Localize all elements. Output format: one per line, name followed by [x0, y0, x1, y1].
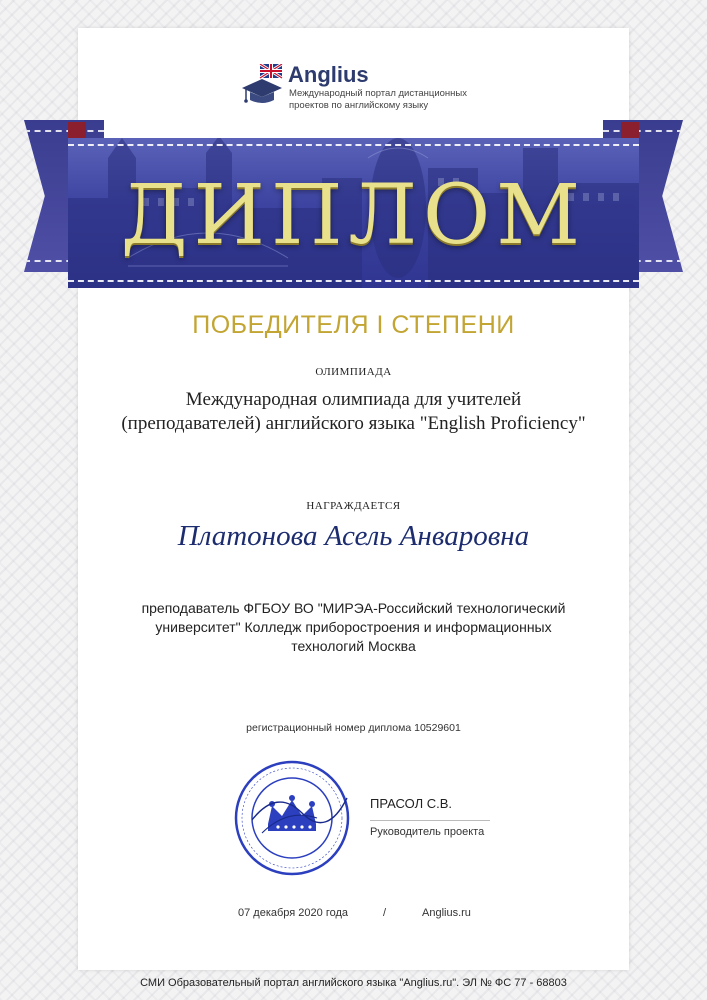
- signatory-name: ПРАСОЛ С.В.: [370, 796, 453, 811]
- legal-footer: СМИ Образовательный портал английского языка "Anglius.ru". ЭЛ № ФС 77 - 68803: [140, 977, 567, 989]
- crown-seal-icon: [232, 758, 352, 878]
- recipient-position: [0, 599, 707, 656]
- registration-number: регистрационный номер диплома 10529601: [246, 722, 461, 734]
- olympiad-name-line2: (преподавателей) английского языка "English Proficiency": [121, 413, 586, 434]
- awarded-label: НАГРАЖДАЕТСЯ: [306, 500, 401, 512]
- footer-site: Anglius.ru: [422, 907, 471, 919]
- logo-name: Anglius: [288, 62, 369, 87]
- olympiad-name: [0, 388, 707, 436]
- diploma-banner: [68, 138, 639, 288]
- signature-line: [370, 820, 490, 821]
- graduation-cap-uk-flag-icon: [240, 64, 286, 108]
- signatory-role: Руководитель проекта: [370, 826, 485, 838]
- award-degree: ПОБЕДИТЕЛЯ I СТЕПЕНИ: [192, 311, 515, 339]
- anglius-logo: [240, 62, 480, 114]
- olympiad-name-line1: Международная олимпиада для учителей: [185, 389, 522, 410]
- footer-separator: /: [383, 907, 387, 919]
- issue-date: 07 декабря 2020 года: [238, 907, 349, 919]
- recipient-name: Платонова Асель Анваровна: [177, 520, 530, 552]
- logo-tagline: Международный портал дистанционных проектов по английскому языку: [289, 88, 467, 111]
- diploma-title: ДИПЛОМ: [120, 168, 587, 263]
- position-line1: преподаватель ФГБОУ ВО "МИРЭА-Российский технологический: [141, 600, 566, 616]
- position-line2: университет" Колледж приборостроения и информационных: [155, 619, 552, 635]
- position-line3: технологий Москва: [291, 638, 416, 654]
- olympiad-label: ОЛИМПИАДА: [315, 366, 392, 378]
